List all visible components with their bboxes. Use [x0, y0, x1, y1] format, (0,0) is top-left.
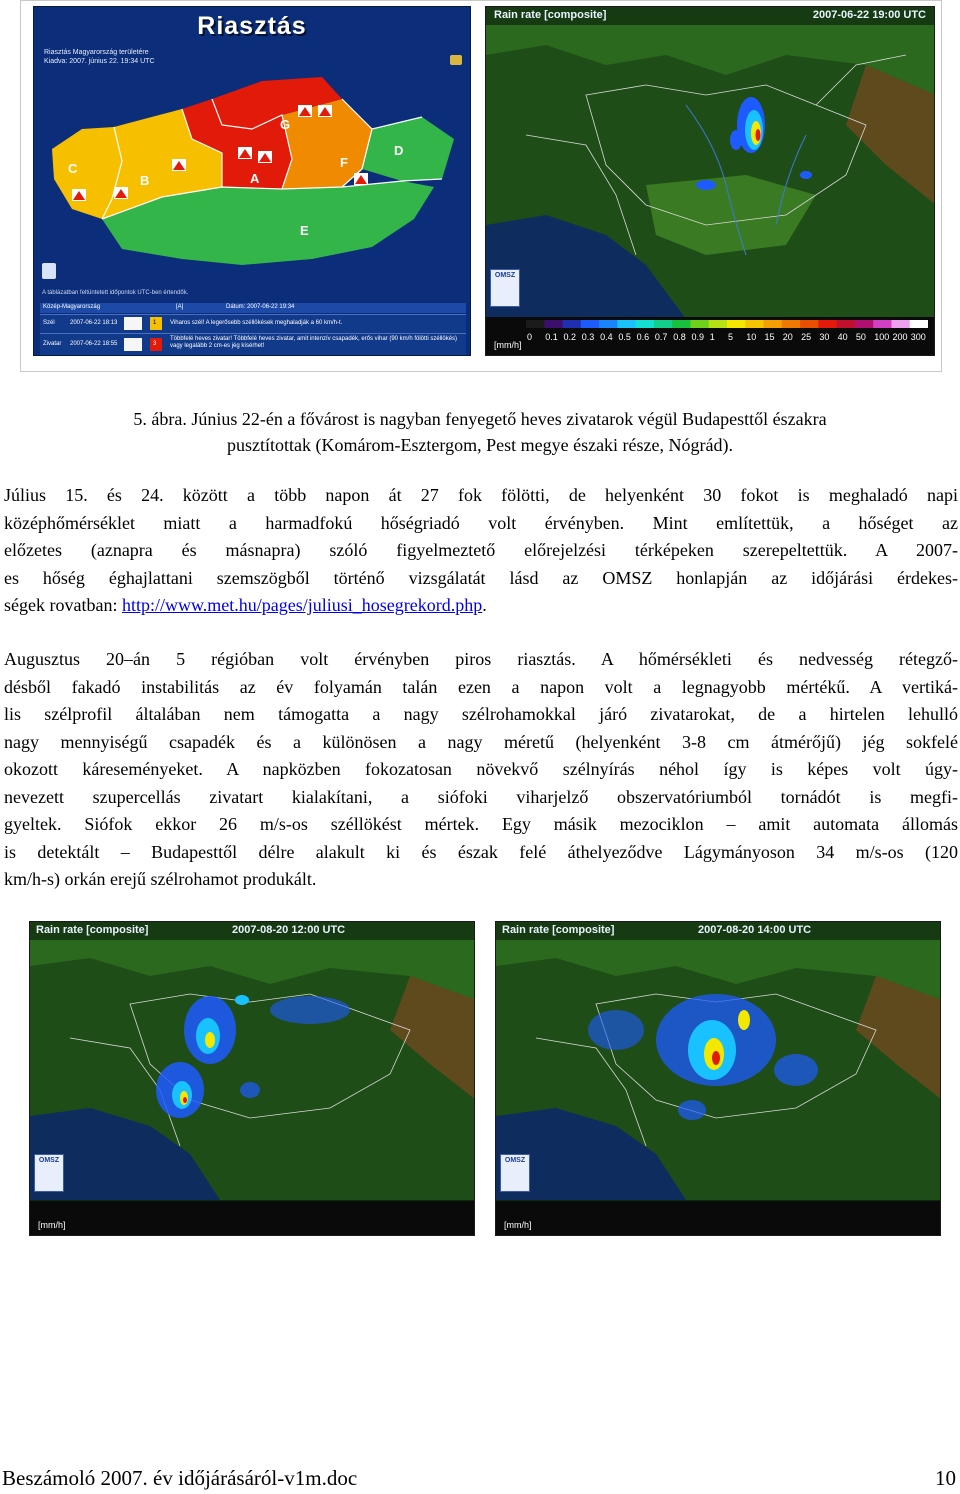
colorbar-tick-label: 0.8 — [673, 332, 686, 342]
omsz-logo — [500, 1154, 530, 1192]
colorbar-tick-label: 300 — [910, 332, 926, 342]
colorbar-swatch — [599, 320, 618, 328]
region-label-f: F — [340, 155, 348, 170]
radar-panel-1400 — [495, 921, 941, 1236]
region-label-d: D — [394, 143, 404, 158]
colorbar-tick-label: 0.2 — [563, 332, 577, 342]
colorbar-tick-label: 1 — [709, 332, 715, 342]
colorbar-tick-label: 5 — [728, 332, 734, 342]
colorbar-tick-label: 0.9 — [691, 332, 705, 342]
omsz-small-logo-icon — [42, 263, 56, 279]
alert-row-text: Többfelé heves zivatar! Többfelé heves zivatar, amit intenzív csapadék, erős vihar (90 km/h fölötti széllökés) vagy legalább 2 cm-es jég kísérhet! — [170, 336, 458, 349]
hungary-alert-map — [42, 69, 464, 269]
alert-map-panel — [33, 6, 471, 356]
text-line: Július 15. és 24. között a több napon át 27 fok fölötti, de helyenként 30 fokot is meghaladó napi — [4, 485, 958, 505]
colorbar-tick-label: 10 — [746, 332, 757, 342]
text-line: désből fakadó instabilitás az év folyamán talán ezen a napon volt a legnagyobb mértékű. A vertiká- — [4, 676, 958, 697]
colorbar-swatch — [727, 320, 746, 328]
alert-table-date: Dátum: 2007-06-22 19:34 — [226, 304, 295, 310]
alert-row-level: 1 — [153, 320, 157, 326]
region-d — [362, 117, 454, 181]
colorbar-tick-label: 20 — [782, 332, 793, 342]
colorbar-swatch — [709, 320, 728, 328]
alert-table-header — [40, 303, 466, 313]
text-line: km/h-s) orkán erejű szélrohamot produkált. — [4, 869, 317, 889]
text-line: gyeltek. Siófok ekkor 26 m/s-os széllökést mértek. Egy másik mezociklon – amit automata állomás — [4, 814, 958, 834]
rain-rate-scale — [496, 1201, 940, 1235]
juliusi-hosegrekord-link[interactable]: http://www.met.hu/pages/juliusi_hosegrekord.php — [121, 595, 483, 615]
text-line: lis szélprofil általában nem támogatta a nagy szélrohamokkal járó zivatarokat, de a hirtelen lehulló — [4, 704, 958, 724]
warning-icon — [124, 338, 142, 351]
colorbar-tick-label: 0.1 — [545, 332, 558, 342]
colorbar-tick-label: 0.7 — [654, 332, 668, 342]
colorbar-swatch — [873, 320, 892, 328]
colorbar-tick-label: 15 — [764, 332, 775, 342]
omsz-logo-text: OMSZ — [504, 1157, 526, 1164]
colorbar-tick-label: 25 — [801, 332, 812, 342]
alert-row-time: 2007-06-22 18:55 — [70, 341, 118, 347]
colorbar-swatch — [672, 320, 691, 328]
figure-caption — [0, 406, 960, 458]
radar-time: 2007-06-22 19:00 UTC — [812, 9, 926, 21]
omsz-logo-text: OMSZ — [38, 1157, 60, 1164]
alert-map-issued: Kiadva: 2007. június 22. 19:34 UTC — [44, 58, 155, 65]
alert-row-level: 3 — [153, 341, 157, 347]
colorbar-swatch — [764, 320, 783, 328]
footer-document-name: Beszámoló 2007. év időjárásáról-v1m.doc — [2, 1466, 358, 1490]
text-line: előzetes (aznapra és másnapra) szóló figyelmeztető előrejelzési térképeken szerepeltettük. A 2007- — [4, 540, 958, 560]
radar-unit: [mm/h] — [494, 340, 522, 350]
figure-caption-line: 5. ábra. Június 22-én a fővárost is nagyban fenyegető heves zivatarok végül Budapesttől északra — [133, 409, 827, 429]
radar-title: Rain rate [composite] — [494, 9, 607, 21]
footer-page-number: 10 — [935, 1466, 956, 1490]
text-line: nagy mennyiségű csapadék és a különösen a nagy méretű (helyenként 3-8 cm átmérőjű) jég sokfelé — [4, 731, 958, 752]
text-line: okozott káreseményeket. A napközben fokozatosan növekvő szélnyírás néhol így is képes volt úgy- — [4, 759, 958, 779]
alert-row-type: Zivatar — [43, 341, 62, 347]
radar-map — [30, 940, 475, 1200]
colorbar-swatch — [910, 320, 928, 328]
paragraph-august-storm — [4, 646, 958, 894]
colorbar-swatch — [581, 320, 600, 328]
omsz-logo — [490, 269, 520, 307]
text-line: Augusztus 20–án 5 régióban volt érvényben piros riasztás. A hőmérsékleti és nedvesség rétegző- — [4, 649, 958, 669]
colorbar-swatch — [818, 320, 837, 328]
paragraph-heatwave — [4, 482, 958, 620]
region-label-c: C — [68, 161, 78, 176]
colorbar-tick-label: 50 — [855, 332, 866, 342]
alert-map-subtitle: Riasztás Magyarország területére — [44, 49, 149, 56]
region-label-b: B — [140, 173, 150, 188]
colorbar-tick-label: 0.6 — [636, 332, 650, 342]
colorbar-swatch — [636, 320, 655, 328]
colorbar-swatch — [837, 320, 856, 328]
colorbar-swatch — [690, 320, 709, 328]
region-label-a: A — [250, 171, 260, 186]
warning-icon — [124, 317, 142, 330]
region-label-g: G — [280, 117, 291, 132]
alert-row-type: Szél — [43, 320, 55, 326]
radar-map — [496, 940, 941, 1200]
alert-table-row — [40, 333, 466, 356]
alert-table-row — [40, 314, 466, 333]
colorbar-swatch — [654, 320, 673, 328]
radar-time: 2007-08-20 14:00 UTC — [698, 924, 812, 936]
rain-rate-scale — [486, 317, 934, 355]
radar-map — [486, 25, 935, 319]
radar-time: 2007-08-20 12:00 UTC — [232, 924, 346, 936]
colorbar-tick-label: 40 — [837, 332, 848, 342]
radar-title: Rain rate [composite] — [36, 924, 149, 936]
text-line: is detektált – Budapesttől délre alakult ki és észak felé áthelyeződve Lágymányoson 34 m/s-os (120 — [4, 841, 958, 862]
alert-table-region: Közép-Magyarország — [43, 304, 101, 310]
utc-note: A táblázatban feltüntetett időpontok UTC-ben értendők. — [42, 290, 189, 296]
text-segment: ségek rovatban: — [4, 595, 122, 615]
radar-unit: [mm/h] — [38, 1220, 66, 1230]
colorbar-swatch — [617, 320, 636, 328]
omsz-logo-text: OMSZ — [494, 272, 516, 279]
colorbar-tick-label: 0.5 — [618, 332, 631, 342]
colorbar-swatch — [544, 320, 563, 328]
colorbar-swatch — [800, 320, 819, 328]
text-line: középhőmérséklet miatt a harmadfokú hőségriadó volt érvényben. Mint említettük, a hőséget az — [4, 512, 958, 533]
alert-row-time: 2007-06-22 18:13 — [70, 320, 118, 326]
colorbar-swatch — [891, 320, 910, 328]
figure-caption-line: pusztítottak (Komárom-Esztergom, Pest megye északi része, Nógrád). — [226, 435, 733, 455]
alert-map-title: Riasztás — [197, 12, 307, 40]
colorbar-tick-label: 100 — [874, 332, 890, 342]
radar-unit: [mm/h] — [504, 1220, 532, 1230]
text-line: nevezett szupercellás zivatart kialakítani, a siófoki viharjelző obszervatóriumból tornádót is megfi- — [4, 786, 958, 807]
colorbar-tick-label: 0 — [527, 332, 533, 342]
colorbar-tick-label: 200 — [892, 332, 908, 342]
text-line: es hőség éghajlattani szemszögből történő vizsgálatát lásd az OMSZ honlapján az időjárási érdekes- — [4, 567, 958, 588]
rain-rate-scale — [30, 1201, 474, 1235]
radar-panel-top — [485, 6, 935, 356]
colorbar-tick-label: 0.4 — [600, 332, 613, 342]
radar-title: Rain rate [composite] — [502, 924, 615, 936]
colorbar-swatch — [745, 320, 764, 328]
text-line — [4, 592, 958, 620]
rain-rate-colorbar — [526, 320, 928, 328]
colorbar-swatch — [855, 320, 874, 328]
colorbar-swatch — [563, 320, 582, 328]
alert-row-text: Viharos szél! A legerősebb széllökések meghaladják a 60 km/h-t. — [170, 320, 343, 326]
radar-panel-1200 — [29, 921, 475, 1236]
emblem-icon — [450, 55, 462, 65]
alert-table-code: [A] — [176, 304, 184, 310]
colorbar-swatch — [526, 320, 545, 328]
region-label-e: E — [300, 223, 309, 238]
omsz-logo — [34, 1154, 64, 1192]
text-segment: . — [482, 595, 487, 615]
colorbar-tick-label: 0.3 — [581, 332, 595, 342]
colorbar-swatch — [782, 320, 801, 328]
colorbar-tick-label: 30 — [819, 332, 830, 342]
